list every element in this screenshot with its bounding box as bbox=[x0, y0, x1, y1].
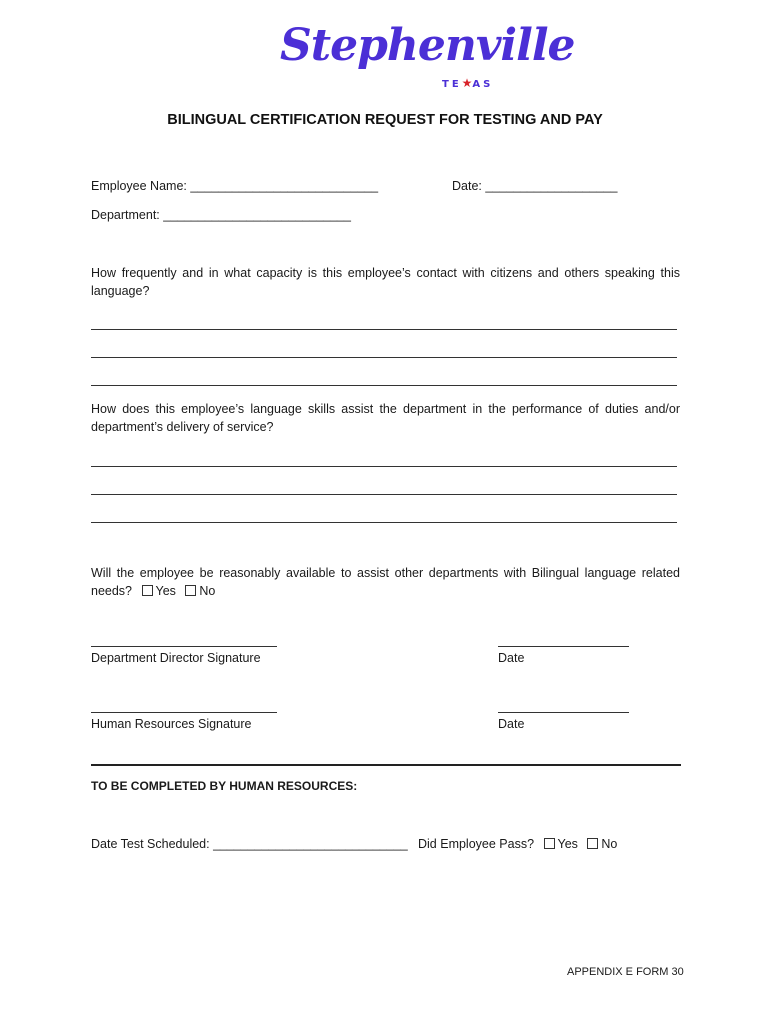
empty-checkbox-icon[interactable] bbox=[544, 838, 555, 849]
did-employee-pass bbox=[418, 835, 617, 853]
answer-line[interactable] bbox=[91, 494, 677, 495]
date-line[interactable] bbox=[498, 646, 629, 647]
footer-form-id: APPENDIX E FORM 30 bbox=[567, 966, 684, 978]
section-divider bbox=[91, 764, 681, 766]
logo-texas-right: AS bbox=[472, 79, 494, 90]
answer-line[interactable] bbox=[91, 357, 677, 358]
date-label: Date bbox=[498, 717, 525, 731]
form-title: BILINGUAL CERTIFICATION REQUEST FOR TESTING AND PAY bbox=[167, 112, 603, 128]
stephenville-logo bbox=[278, 20, 575, 102]
hr-signature-label: Human Resources Signature bbox=[91, 717, 252, 731]
department-field[interactable]: Department: ___________________________ bbox=[91, 208, 351, 222]
answer-line[interactable] bbox=[91, 522, 677, 523]
star-icon: ★ bbox=[461, 76, 473, 90]
employee-name-field[interactable]: Employee Name: ___________________________ bbox=[91, 179, 379, 193]
answer-line[interactable] bbox=[91, 385, 677, 386]
empty-checkbox-icon[interactable] bbox=[185, 585, 196, 596]
hr-signature-line[interactable] bbox=[91, 712, 277, 713]
did-employee-pass-label: Did Employee Pass? bbox=[418, 837, 535, 851]
date-field[interactable]: Date: ___________________ bbox=[452, 179, 618, 193]
no-option-label: No bbox=[199, 584, 216, 598]
question-availability bbox=[91, 564, 680, 600]
question-language-skills: How does this employee’s language skills assist the department in the performance of duties and/or department’s delivery of service? bbox=[91, 402, 680, 434]
no-option-label: No bbox=[601, 837, 618, 851]
logo-script-text: Stephenville bbox=[280, 20, 575, 71]
logo-texas-left: TE bbox=[442, 79, 462, 90]
empty-checkbox-icon[interactable] bbox=[587, 838, 598, 849]
dept-director-signature-label: Department Director Signature bbox=[91, 651, 261, 665]
question-availability-text: Will the employee be reasonably available to assist other departments with Bilingual language related needs? bbox=[91, 566, 680, 598]
empty-checkbox-icon[interactable] bbox=[142, 585, 153, 596]
answer-line[interactable] bbox=[91, 329, 677, 330]
dept-director-signature-line[interactable] bbox=[91, 646, 277, 647]
yes-option-label: Yes bbox=[557, 837, 578, 851]
logo-texas bbox=[442, 76, 493, 90]
answer-line[interactable] bbox=[91, 466, 677, 467]
hr-section-heading: TO BE COMPLETED BY HUMAN RESOURCES: bbox=[91, 779, 358, 793]
question-contact-frequency: How frequently and in what capacity is this employee’s contact with citizens and others speaking this language? bbox=[91, 266, 680, 298]
yes-option-label: Yes bbox=[155, 584, 176, 598]
date-line[interactable] bbox=[498, 712, 629, 713]
date-test-scheduled-field[interactable]: Date Test Scheduled: ____________________________ bbox=[91, 837, 408, 851]
date-label: Date bbox=[498, 651, 525, 665]
